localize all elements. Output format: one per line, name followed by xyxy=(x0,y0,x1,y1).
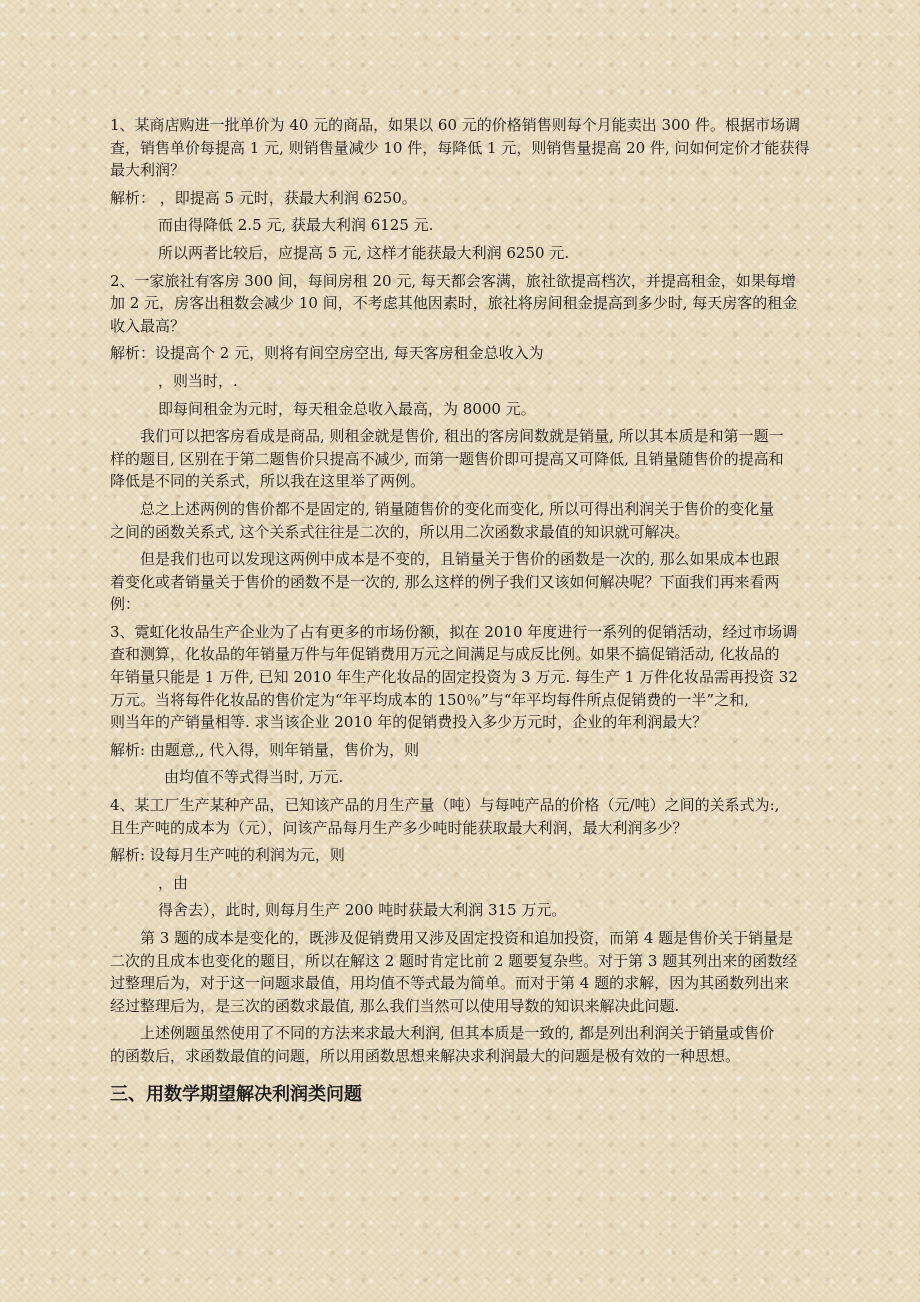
question-3 xyxy=(110,621,834,734)
question-2-line: 加 2 元，房客出租数会减少 10 间，不考虑其他因素时，旅社将房间租金提高到多少时, 每天房客的租金 xyxy=(110,294,798,313)
commentary-paragraph xyxy=(110,425,834,493)
question-4-step: ，由 xyxy=(158,873,189,892)
question-3-step: 由均值不等式得当时, 万元. xyxy=(164,768,344,787)
question-4-line: 4、某工厂生产某种产品，已知该产品的月生产量（吨）与每吨产品的价格（元/吨）之间的关系式为:, xyxy=(110,796,780,815)
question-1-line: 最大利润？ xyxy=(110,161,186,180)
document-body xyxy=(110,114,834,1108)
commentary-line: 着变化或者销量关于售价的函数不是一次的, 那么这样的例子我们又该如何解决呢？下面我们再来看两 xyxy=(110,572,780,591)
commentary-line: 降低是不同的关系式，所以我在这里举了两例。 xyxy=(110,472,426,491)
commentary-line: 总之上述两例的售价都不是固定的, 销量随售价的变化而变化, 所以可得出利润关于售价的变化量 xyxy=(140,499,775,518)
commentary-paragraph xyxy=(110,498,834,543)
commentary-line: 样的题目, 区别在于第二题售价只提高不减少, 而第一题售价即可提高又可降低, 且销量随售价的提高和 xyxy=(110,449,784,468)
section-heading: 三、用数学期望解决利润类问题 xyxy=(110,1083,362,1105)
question-3-line: 万元。当将每件化妆品的售价定为“年平均成本的 150％”与“年平均每件所点促销费的一半”之和, xyxy=(110,690,749,709)
question-3-line: 年销量只能是 1 万件, 已知 2010 年生产化妆品的固定投资为 3 万元. 每生产 1 万件化妆品需再投资 32 xyxy=(110,668,798,687)
question-1-step: 而由得降低 2.5 元, 获最大利润 6125 元. xyxy=(158,216,434,235)
question-1-conclusion: 所以两者比较后，应提高 5 元, 这样才能获最大利润 6250 元. xyxy=(158,243,570,262)
question-3-analysis: 解析: 由题意,, 代入得，则年销量，售价为，则 xyxy=(110,740,420,759)
question-1-analysis: 解析： ，即提高 5 元时，获最大利润 6250。 xyxy=(110,188,417,207)
commentary-line: 但是我们也可以发现这两例中成本是不变的，且销量关于售价的函数是一次的, 那么如果成本也跟 xyxy=(140,550,780,569)
question-2-conclusion: 即每间租金为元时，每天租金总收入最高，为 8000 元。 xyxy=(158,399,536,418)
commentary-line: 二次的且成本也变化的题目，所以在解这 2 题时肯定比前 2 题要复杂些。对于第 3 题其列出来的函数经 xyxy=(110,951,798,970)
question-2-step: ，则当时，. xyxy=(158,371,238,390)
question-3-line: 3、霓虹化妆品生产企业为了占有更多的市场份额，拟在 2010 年度进行一系列的促销活动，经过市场调 xyxy=(110,622,798,641)
commentary-line: 例： xyxy=(110,595,141,614)
commentary-paragraph xyxy=(110,927,834,1017)
question-4-analysis: 解析: 设每月生产吨的利润为元，则 xyxy=(110,846,345,865)
question-1-line: 查，销售单价每提高 1 元, 则销售量减少 10 件，每降低 1 元，则销售量提高 20 件, 问如何定价才能获得 xyxy=(110,138,810,157)
commentary-paragraph xyxy=(110,1022,834,1067)
question-4-line: 且生产吨的成本为（元），问该产品每月生产多少吨时能获取最大利润，最大利润多少？ xyxy=(110,818,688,837)
commentary-line: 经过整理后为，是三次的函数求最值, 那么我们当然可以使用导数的知识来解决此问题. xyxy=(110,996,680,1015)
question-1-line: 1、某商店购进一批单价为 40 元的商品，如果以 60 元的价格销售则每个月能卖出 300 件。根据市场调 xyxy=(110,116,800,134)
question-2-line: 2、一家旅社有客房 300 间，每间房租 20 元, 每天都会客满，旅社欲提高档次，并提高租金，如果每增 xyxy=(110,271,796,290)
commentary-line: 第 3 题的成本是变化的，既涉及促销费用又涉及固定投资和追加投资，而第 4 题是售价关于销量是 xyxy=(140,929,794,947)
question-1 xyxy=(110,114,834,182)
question-2-analysis: 解析：设提高个 2 元，则将有间空房空出, 每天客房租金总收入为 xyxy=(110,344,544,363)
commentary-line: 的函数后，求函数最值的问题，所以用函数思想来解决求利润最大的问题是极有效的一种思想。 xyxy=(110,1046,741,1065)
question-3-line: 则当年的产销量相等. 求当该企业 2010 年的促销费投入多少万元时，企业的年利润最大？ xyxy=(110,713,708,732)
question-3-line: 查和测算，化妆品的年销量万件与年促销费用万元之间满足与成反比例。如果不搞促销活动, 化妆品的 xyxy=(110,645,780,664)
commentary-line: 我们可以把客房看成是商品, 则租金就是售价, 租出的客房间数就是销量, 所以其本质是和第一题一 xyxy=(140,427,784,446)
question-2 xyxy=(110,270,834,338)
commentary-paragraph xyxy=(110,548,834,616)
question-2-line: 收入最高？ xyxy=(110,316,186,335)
commentary-line: 上述例题虽然使用了不同的方法来求最大利润, 但其本质是一致的, 都是列出利润关于销量或售价 xyxy=(140,1024,775,1043)
commentary-line: 之间的函数关系式, 这个关系式往往是二次的，所以用二次函数求最值的知识就可解决。 xyxy=(110,522,690,541)
commentary-line: 过整理后为，对于这一问题求最值，用均值不等式最为简单。而对于第 4 题的求解，因为其函数列出来 xyxy=(110,974,790,993)
question-4 xyxy=(110,794,834,839)
question-4-conclusion: 得舍去），此时, 则每月生产 200 吨时获最大利润 315 万元。 xyxy=(158,901,567,920)
